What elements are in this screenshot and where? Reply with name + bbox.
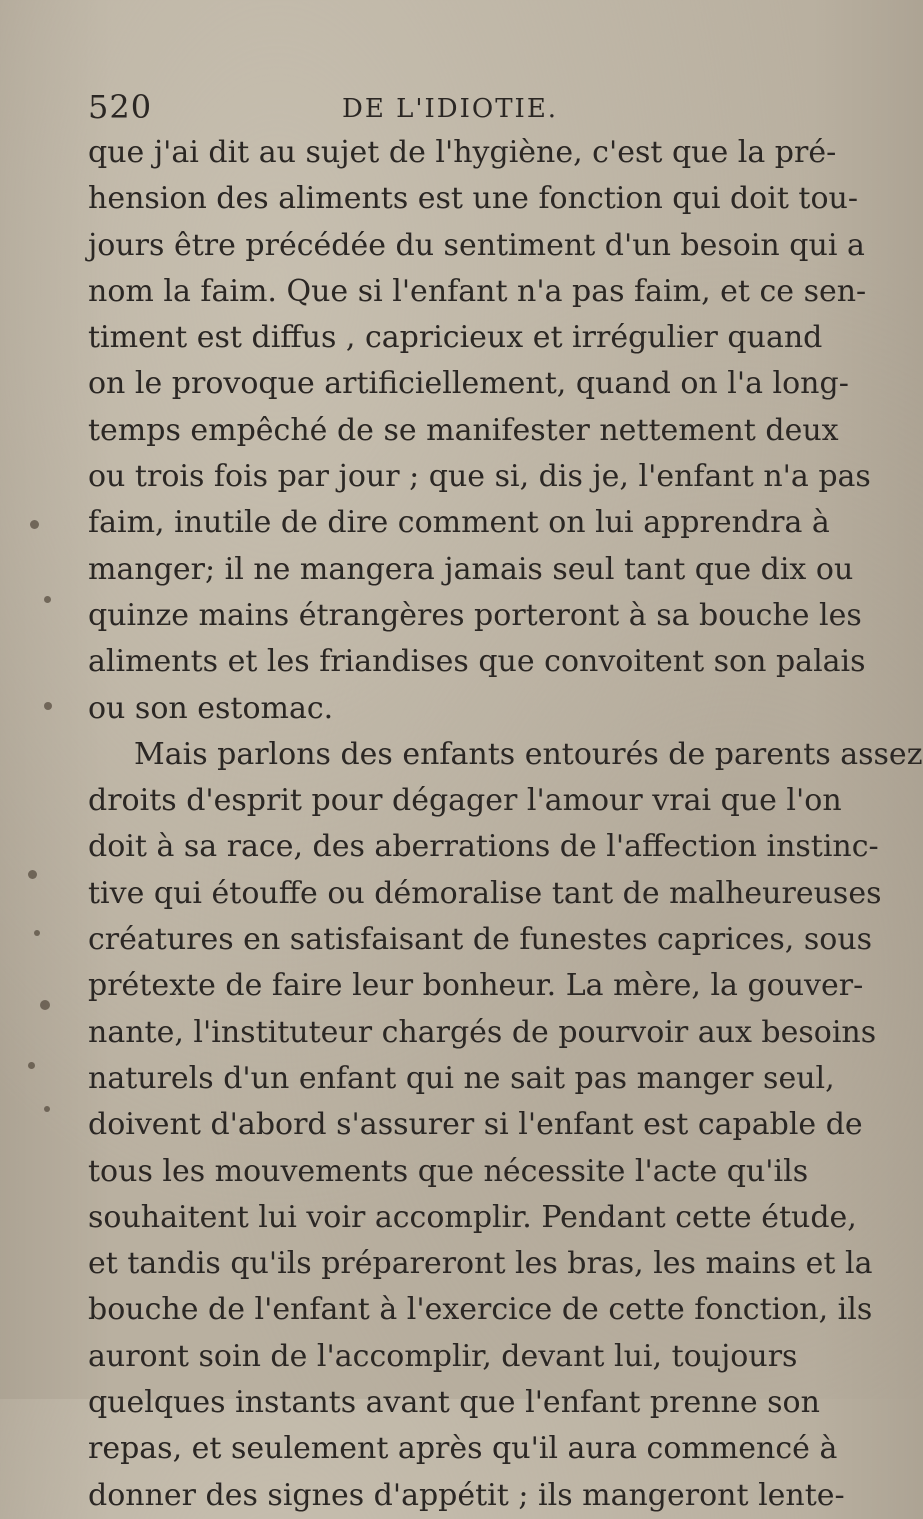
text-line: quinze mains étrangères porteront à sa bouche les bbox=[88, 597, 862, 633]
text-line: nom la faim. Que si l'enfant n'a pas faim, et ce sen- bbox=[88, 273, 867, 309]
text-line: et tandis qu'ils prépareront les bras, les mains et la bbox=[88, 1246, 873, 1282]
text-line: que j'ai dit au sujet de l'hygiène, c'est que la pré- bbox=[88, 135, 837, 170]
paper-speck bbox=[44, 702, 52, 710]
text-line: manger; il ne mangera jamais seul tant que dix ou bbox=[88, 551, 854, 587]
body-text bbox=[88, 130, 923, 1519]
paragraph-first-line: Mais parlons des enfants entourés de parents assez bbox=[134, 736, 923, 772]
text-line: bouche de l'enfant à l'exercice de cette fonction, ils bbox=[88, 1292, 873, 1328]
text-line: temps empêché de se manifester nettement deux bbox=[88, 412, 839, 448]
text-line: faim, inutile de dire comment on lui apprendra à bbox=[88, 505, 830, 541]
text-line: quelques instants avant que l'enfant prenne son bbox=[88, 1385, 820, 1421]
paper-speck bbox=[34, 930, 40, 936]
paper-speck bbox=[28, 870, 37, 879]
text-line: jours être précédée du sentiment d'un besoin qui a bbox=[88, 227, 865, 263]
text-line: auront soin de l'accomplir, devant lui, toujours bbox=[88, 1338, 798, 1374]
page-number: 520 bbox=[88, 88, 153, 126]
paper-speck bbox=[30, 520, 39, 529]
text-line: droits d'esprit pour dégager l'amour vrai que l'on bbox=[88, 783, 842, 819]
text-line: nante, l'instituteur chargés de pourvoir aux besoins bbox=[88, 1014, 877, 1050]
paper-speck bbox=[44, 1106, 50, 1112]
text-line: tive qui étouffe ou démoralise tant de malheureuses bbox=[88, 875, 882, 911]
text-line: ou son estomac. bbox=[88, 690, 334, 726]
text-line: hension des aliments est une fonction qui doit tou- bbox=[88, 181, 858, 217]
text-line: ou trois fois par jour ; que si, dis je, l'enfant n'a pas bbox=[88, 459, 871, 495]
text-line: souhaitent lui voir accomplir. Pendant cette étude, bbox=[88, 1199, 857, 1235]
paper-speck bbox=[44, 596, 51, 603]
text-line: aliments et les friandises que convoitent son palais bbox=[88, 644, 866, 680]
text-line: timent est diffus , capricieux et irrégulier quand bbox=[88, 320, 823, 356]
text-line: donner des signes d'appétit ; ils mangeront lente- bbox=[88, 1477, 845, 1513]
paper-speck bbox=[40, 1000, 50, 1010]
page-header bbox=[88, 88, 768, 128]
text-line: doit à sa race, des aberrations de l'affection instinc- bbox=[88, 829, 879, 865]
text-line: naturels d'un enfant qui ne sait pas manger seul, bbox=[88, 1060, 835, 1096]
text-line: prétexte de faire leur bonheur. La mère, la gouver- bbox=[88, 968, 864, 1004]
text-line: doivent d'abord s'assurer si l'enfant est capable de bbox=[88, 1107, 863, 1143]
running-title: DE L'IDIOTIE. bbox=[342, 94, 559, 124]
text-line: créatures en satisfaisant de funestes caprices, sous bbox=[88, 922, 873, 958]
paper-speck bbox=[28, 1062, 35, 1069]
text-line: on le provoque artificiellement, quand on l'a long- bbox=[88, 366, 849, 402]
text-line: tous les mouvements que nécessite l'acte qu'ils bbox=[88, 1153, 809, 1189]
text-line: repas, et seulement après qu'il aura commencé à bbox=[88, 1431, 838, 1467]
